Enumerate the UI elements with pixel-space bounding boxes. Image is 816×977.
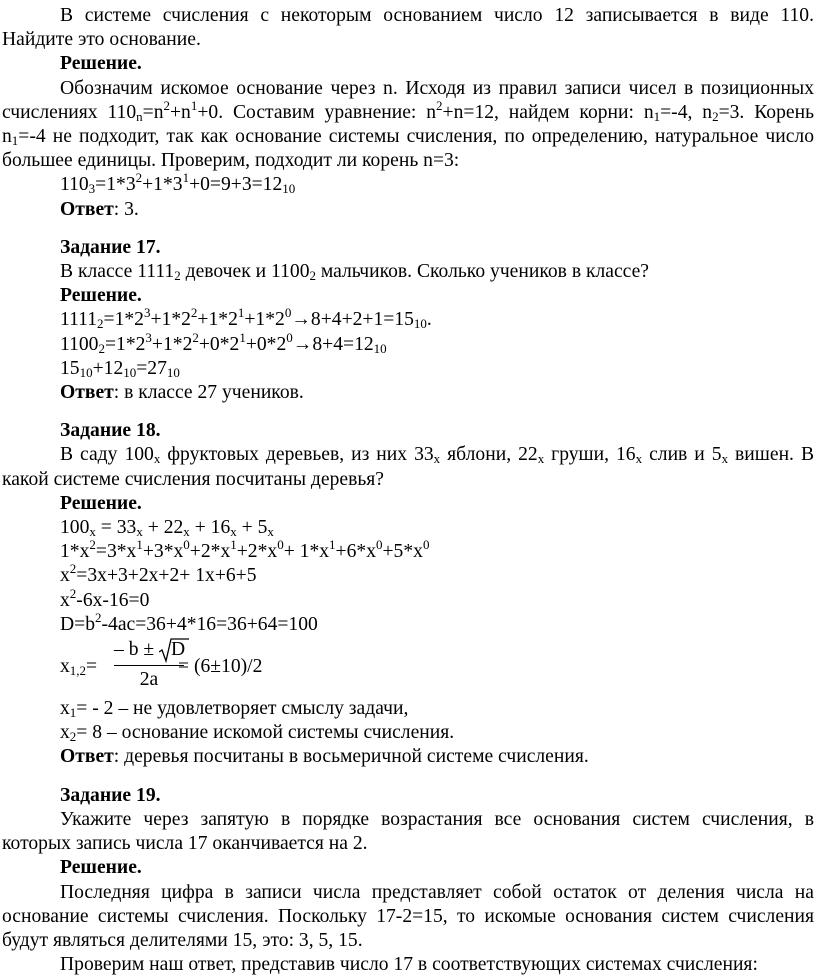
answer-line: Ответ: в классе 27 учеников. <box>60 382 304 404</box>
task-19-question: Укажите через запятую в порядке возрастания все основания систем счисления, в которых запись числа 17 оканчивается на 2. <box>2 808 814 855</box>
equation-line: $x^2-6x-16=0$ <box>60 585 150 611</box>
equation-line: $D=b^2-4ac=36+4*16=36+64=100$ <box>60 609 318 635</box>
root-line: $x_2= 8$ – основание искомой системы счисления. <box>60 722 455 745</box>
task-19-solution: Последняя цифра в записи числа представляет собой остаток от деления числа на основание системы счисления. Поскольку 17-2=15, то искомые основания систем счисления будут являться делителями 15, это: 3, 5, 15. <box>2 881 814 951</box>
sqrt-symbol: D <box>159 637 185 663</box>
formula-rhs: = (6±10)/2 <box>178 656 263 678</box>
task-17-title: Задание 17. <box>60 236 161 258</box>
formula-lhs: $x_{1,2}=$ <box>60 656 98 679</box>
quadratic-formula <box>2 637 814 697</box>
fraction-denominator: 2a <box>139 669 159 691</box>
task-19-check: Проверим наш ответ, представив число 17 в соответствующих системах счисления: <box>60 954 758 976</box>
equation-line: $1*x^2=3*x^1+3*x^0+2*x^1+2*x^0+ 1*x^1+6*x^0+5*x^0$ <box>60 537 430 563</box>
check-line: $110_3=1*3^2+1*3^1+0=9+3=12_{10}$ <box>60 170 296 197</box>
equation-line: $1111_2=1*2^3+1*2^2+1*2^1+1*2^0\to 8+4+2+1=15_{10}$. <box>60 305 432 332</box>
fraction-numerator: – b ± D <box>114 637 184 666</box>
answer-line: Ответ: деревья посчитаны в восьмеричной системе счисления. <box>60 746 589 768</box>
solution-heading: Решение. <box>60 53 142 75</box>
solution-heading: Решение. <box>60 857 142 879</box>
task-17-question: В классе $1111_2$ девочек и $1100_2$ мальчиков. Сколько учеников в классе? <box>60 261 649 284</box>
equation-line: $15_{10}+12_{10}=27_{10}$ <box>60 357 180 380</box>
formula-fraction <box>114 637 184 692</box>
equation-line: $1100_2=1*2^3+1*2^2+0*2^1+0*2^0\to 8+4=12_{10}$ <box>60 329 387 356</box>
task-18-question: В саду $100_x$ фруктовых деревьев, из них $33_x$ яблони, $22_x$ груши, $16_x$ слив и $5_x$ вишен. В какой системе счисления посчитаны деревья? <box>2 444 815 490</box>
solution-heading: Решение. <box>60 285 142 307</box>
solution-paragraph: Обозначим искомое основание через n. Исходя из правил записи чисел в позиционных счислениях $110_n=n^2+n^1+0$. Составим уравнение: $n^2+n=12$, найдем корни: $n_1=-4$, $n_2=3$. Корень $n_1=-4$ не подходит, так как основание системы счисления, по определению, натуральное число большее единицы. Проверим, подходит ли корень n=3: <box>2 77 815 172</box>
problem-16-statement: В системе счисления с некоторым основанием число 12 записывается в виде 110. Найдите это основание. <box>2 5 814 51</box>
equation-line: $100_x = 33_x + 22_x + 16_x + 5_x$ <box>60 517 274 540</box>
task-19-title: Задание 19. <box>60 784 161 806</box>
solution-heading: Решение. <box>60 492 142 514</box>
task-18-title: Задание 18. <box>60 420 161 442</box>
equation-line: $x^2=3x+3+2x+2+ 1x+6+5$ <box>60 561 257 587</box>
answer-line: Ответ: 3. <box>60 198 139 220</box>
root-line: $x_1= - 2$ – не удовлетворяет смыслу задачи, <box>60 698 409 721</box>
